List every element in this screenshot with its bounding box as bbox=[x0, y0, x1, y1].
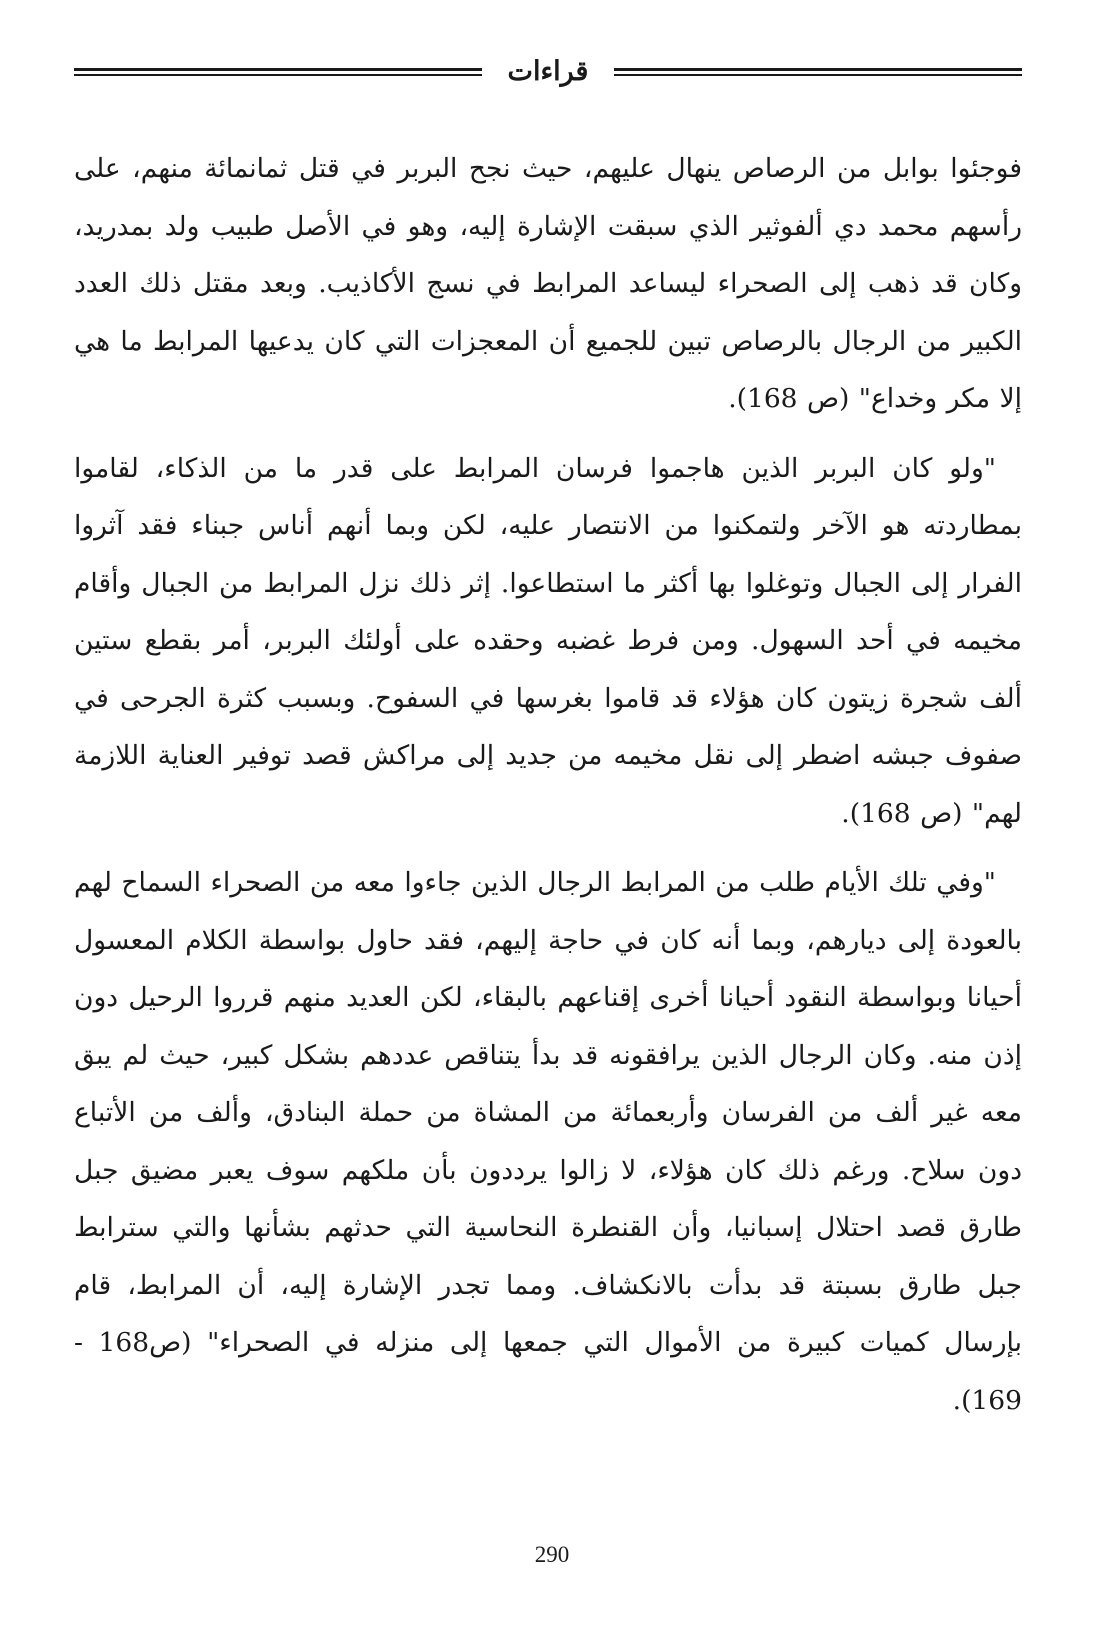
body-text bbox=[74, 140, 1022, 1441]
paragraph-1: فوجئوا بوابل من الرصاص ينهال عليهم، حيث نجح البربر في قتل ثمانمائة منهم، على رأسهم محمد دي ألفوثير الذي سبقت الإشارة إليه، وهو في الأصل طبيب ولد بمدريد، وكان قد ذهب إلى الصحراء ليساعد المرابط في نسج الأكاذيب. وبعد مقتل ذلك العدد الكبير من الرجال بالرصاص تبين للجميع أن المعجزات التي كان يدعيها المرابط ما هي إلا مكر وخداع" (ص 168). bbox=[74, 153, 1022, 414]
running-header-title: قراءات bbox=[507, 56, 589, 87]
header-rule-right bbox=[614, 68, 1022, 77]
page-number: 290 bbox=[534, 1542, 570, 1567]
paragraph-2: "ولو كان البربر الذين هاجموا فرسان المرابط على قدر ما من الذكاء، لقاموا بمطاردته هو الآخر ولتمكنوا من الانتصار عليه، لكن وبما أنهم أناس جبناء فقد آثروا الفرار إلى الجبال وتوغلوا بها أكثر ما استطاعوا. إثر ذلك نزل المرابط من الجبال وأقام مخيمه في أحد السهول. ومن فرط غضبه وحقده على أولئك البربر، أمر بقطع ستين ألف شجرة زيتون كان هؤلاء قد قاموا بغرسها في السفوح. وبسبب كثرة الجرحى في صفوف جبشه اضطر إلى نقل مخيمه من جديد إلى مراكش قصد توفير العناية اللازمة لهم" (ص 168). bbox=[74, 452, 1022, 829]
header-rule-left bbox=[74, 68, 482, 77]
paragraph-3: "وفي تلك الأيام طلب من المرابط الرجال الذين جاءوا معه من الصحراء السماح لهم بالعودة إلى ديارهم، وبما أنه كان في حاجة إليهم، فقد حاول بواسطة الكلام المعسول أحيانا وبواسطة النقود أحيانا أخرى إقناعهم بالبقاء، لكن العديد منهم قرروا الرحيل دون إذن منه. وكان الرجال الذين يرافقونه قد بدأ يتناقص عددهم بشكل كبير، حيث لم يبق معه غير ألف من الفرسان وأربعمائة من المشاة من حملة البنادق، وألف من الأتباع دون سلاح. ورغم ذلك كان هؤلاء، لا زالوا يرددون بأن ملكهم سوف يعبر مضيق جبل طارق قصد احتلال إسبانيا، وأن القنطرة النحاسية التي حدثهم بشأنها والتي سترابط جبل طارق بسبتة قد بدأت بالانكشاف. ومما تجدر الإشارة إليه، أن المرابط، قام بإرسال كميات كبيرة من الأموال التي جمعها إلى منزله في الصحراء" (ص168 - 169). bbox=[74, 867, 1022, 1416]
running-header bbox=[74, 52, 1022, 92]
